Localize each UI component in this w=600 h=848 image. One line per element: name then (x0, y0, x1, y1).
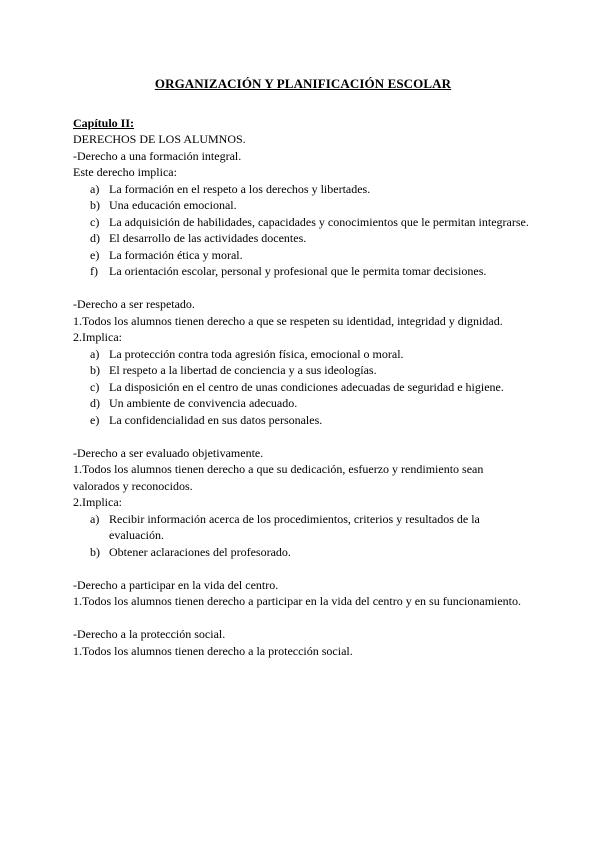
document-title: ORGANIZACIÓN Y PLANIFICACIÓN ESCOLAR (154, 76, 452, 91)
list-item-text: La confidencialidad en sus datos personales. (109, 412, 323, 427)
list-marker: b) (90, 544, 100, 559)
list-item-text: Recibir información acerca de los procedimientos, criterios y resultados de la evaluación. (109, 511, 480, 542)
list-item (73, 362, 533, 379)
document-page (73, 76, 533, 659)
list-item-text: Obtener aclaraciones del profesorado. (109, 544, 291, 559)
rights-list (73, 181, 533, 280)
list-marker: b) (90, 363, 100, 377)
list-marker: f) (90, 264, 98, 278)
section-line: Este derecho implica: (73, 165, 177, 179)
section-heading: DERECHOS DE LOS ALUMNOS. (73, 132, 246, 146)
list-marker: e) (90, 412, 100, 427)
list-item-text: La formación en el respeto a los derechos y libertades. (109, 181, 371, 196)
list-item-text: La protección contra toda agresión física, emocional o moral. (109, 346, 404, 361)
list-marker: e) (90, 247, 100, 262)
list-marker: a) (90, 181, 100, 196)
rights-list (73, 346, 533, 429)
section-line: 2.Implica: (73, 330, 122, 344)
section-line: -Derecho a la protección social. (73, 627, 226, 641)
list-marker: d) (90, 231, 100, 245)
list-item (73, 511, 533, 544)
list-item-text: Un ambiente de convivencia adecuado. (109, 396, 298, 410)
list-item-text: La adquisición de habilidades, capacidades y conocimientos que le permitan integrarse. (109, 214, 529, 229)
list-item-text: El respeto a la libertad de conciencia y a sus ideologías. (109, 363, 377, 377)
list-item (73, 346, 533, 363)
chapter-heading: Capítulo II: (73, 116, 135, 130)
list-item-text: La orientación escolar, personal y profesional que le permita tomar decisiones. (109, 264, 487, 278)
list-item (73, 379, 533, 396)
list-item (73, 197, 533, 214)
list-item (73, 181, 533, 198)
section-line: 1.Todos los alumnos tienen derecho a participar en la vida del centro y en su funcionamiento. (73, 594, 522, 608)
list-item-text: Una educación emocional. (109, 198, 237, 212)
rights-list (73, 511, 533, 561)
section-line: 1.Todos los alumnos tienen derecho a que su dedicación, esfuerzo y rendimiento sean valorados y reconocidos. (73, 462, 484, 493)
list-item (73, 214, 533, 231)
section-line: 2.Implica: (73, 495, 122, 509)
list-item (73, 544, 533, 561)
section-line: 1.Todos los alumnos tienen derecho a que se respeten su identidad, integridad y dignidad. (73, 313, 503, 328)
spacer (73, 280, 533, 297)
list-item (73, 412, 533, 429)
spacer (73, 428, 533, 445)
section-line: -Derecho a participar en la vida del centro. (73, 577, 279, 592)
section-line: -Derecho a ser evaluado objetivamente. (73, 445, 264, 460)
list-item (73, 230, 533, 247)
list-item (73, 395, 533, 412)
section-line: -Derecho a ser respetado. (73, 297, 195, 311)
section-ser-evaluado (73, 445, 533, 561)
list-item (73, 263, 533, 280)
section-proteccion-social (73, 626, 533, 659)
list-marker: a) (90, 511, 100, 526)
spacer (73, 560, 533, 577)
list-marker: c) (90, 379, 100, 394)
section-formacion-integral (73, 148, 533, 280)
list-marker: d) (90, 396, 100, 410)
list-marker: c) (90, 214, 100, 229)
list-item (73, 247, 533, 264)
section-ser-respetado (73, 296, 533, 428)
list-marker: b) (90, 198, 100, 212)
list-item-text: El desarrollo de las actividades docentes. (109, 231, 307, 245)
spacer (73, 610, 533, 627)
list-item-text: La formación ética y moral. (109, 247, 243, 262)
section-line: -Derecho a una formación integral. (73, 148, 242, 163)
list-item-text: La disposición en el centro de unas condiciones adecuadas de seguridad e higiene. (109, 379, 504, 394)
list-marker: a) (90, 346, 100, 361)
section-line: 1.Todos los alumnos tienen derecho a la protección social. (73, 643, 353, 658)
section-participar (73, 577, 533, 610)
